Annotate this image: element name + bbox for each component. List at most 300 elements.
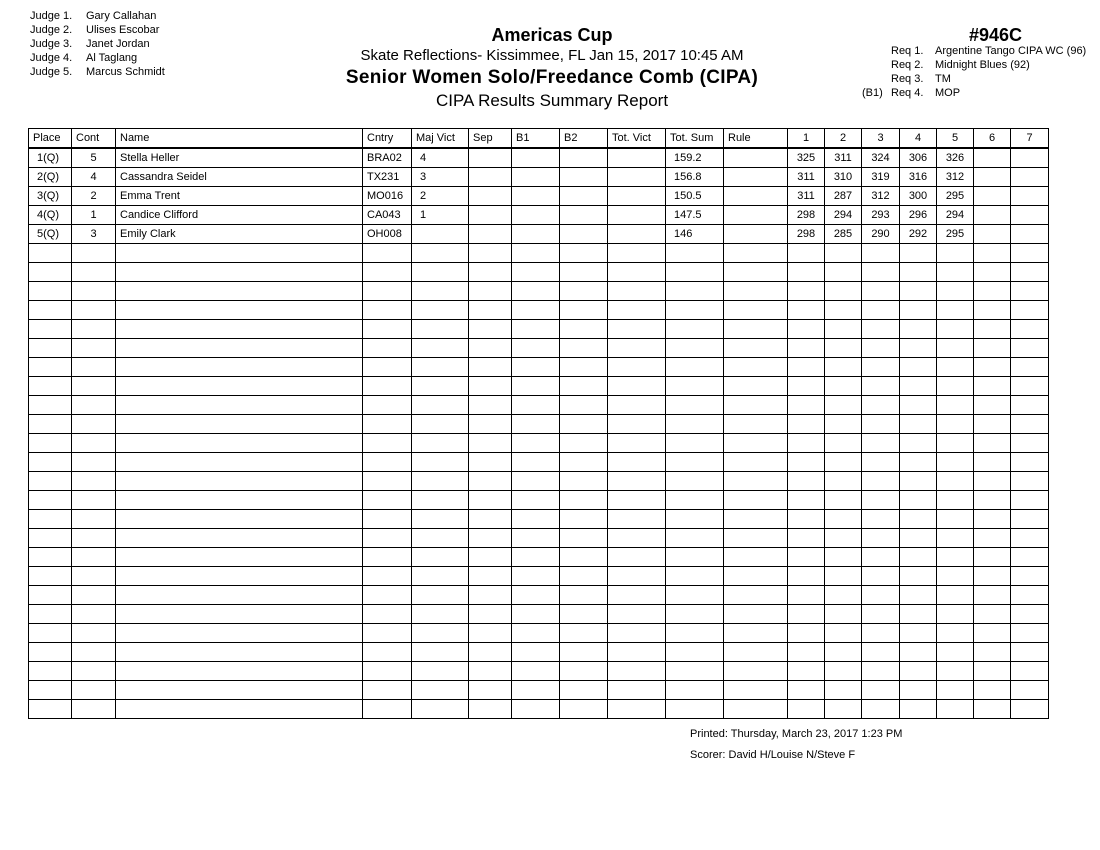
table-cell-judge-5: [937, 586, 974, 605]
table-cell-judge-1: 298: [788, 225, 825, 244]
table-cell-judge-7: [1011, 510, 1049, 529]
table-cell-separation: [469, 510, 512, 529]
table-cell-judge-4: 300: [900, 187, 937, 206]
table-cell-country: CA043: [363, 206, 412, 225]
table-cell-judge-4: [900, 529, 937, 548]
table-cell-rule: [724, 301, 788, 320]
requirement-text: Midnight Blues (92): [935, 59, 1030, 71]
table-cell-place: [29, 510, 72, 529]
table-cell-contestant: [72, 377, 116, 396]
table-cell-judge-1: [788, 453, 825, 472]
table-cell-total-sum: [666, 681, 724, 700]
table-cell-majority-victory: [412, 624, 469, 643]
table-cell-contestant: [72, 567, 116, 586]
table-cell-name: Stella Heller: [116, 148, 363, 168]
table-cell-judge-7: [1011, 282, 1049, 301]
judge-row: [30, 65, 165, 79]
table-cell-judge-5: [937, 548, 974, 567]
table-cell-total-victory: [608, 700, 666, 719]
table-cell-judge-1: [788, 491, 825, 510]
table-cell-place: [29, 434, 72, 453]
column-header-total-victory: Tot. Vict: [608, 129, 666, 149]
column-header-judge-5: 5: [937, 129, 974, 149]
table-cell-name: [116, 282, 363, 301]
table-cell-b1: [512, 510, 560, 529]
table-cell-separation: [469, 168, 512, 187]
table-cell-country: BRA02: [363, 148, 412, 168]
table-cell-judge-1: 325: [788, 148, 825, 168]
table-cell-judge-7: [1011, 567, 1049, 586]
table-cell-b1: [512, 377, 560, 396]
table-cell-b2: [560, 586, 608, 605]
judge-number: Judge 2.: [30, 24, 73, 36]
table-cell-total-sum: [666, 605, 724, 624]
table-cell-name: Emily Clark: [116, 225, 363, 244]
table-cell-contestant: [72, 434, 116, 453]
table-cell-judge-5: [937, 510, 974, 529]
table-cell-judge-4: [900, 434, 937, 453]
column-header-judge-3: 3: [862, 129, 900, 149]
table-cell-judge-2: 287: [825, 187, 862, 206]
table-cell-name: [116, 624, 363, 643]
table-cell-judge-3: [862, 263, 900, 282]
table-cell-name: [116, 586, 363, 605]
table-cell-judge-3: [862, 624, 900, 643]
judge-row: [30, 37, 165, 51]
table-cell-judge-5: 295: [937, 225, 974, 244]
table-cell-judge-1: [788, 339, 825, 358]
table-cell-b2: [560, 491, 608, 510]
table-cell-country: [363, 282, 412, 301]
table-cell-total-sum: [666, 415, 724, 434]
table-cell-rule: [724, 548, 788, 567]
table-cell-b1: [512, 244, 560, 263]
judge-name: Gary Callahan: [86, 10, 157, 22]
table-cell-judge-2: [825, 586, 862, 605]
table-cell-country: [363, 548, 412, 567]
table-cell-country: [363, 453, 412, 472]
results-table: [28, 128, 1049, 719]
table-cell-judge-2: [825, 396, 862, 415]
table-cell-judge-1: [788, 434, 825, 453]
table-cell-place: [29, 453, 72, 472]
table-cell-total-victory: [608, 282, 666, 301]
table-cell-name: [116, 320, 363, 339]
table-cell-country: [363, 415, 412, 434]
requirement-text: Argentine Tango CIPA WC (96): [935, 45, 1087, 57]
column-header-separation: Sep: [469, 129, 512, 149]
table-cell-b1: [512, 624, 560, 643]
table-cell-rule: [724, 282, 788, 301]
table-cell-b1: [512, 434, 560, 453]
table-cell-country: MO016: [363, 187, 412, 206]
table-cell-judge-6: [974, 244, 1011, 263]
table-cell-total-victory: [608, 567, 666, 586]
table-cell-contestant: [72, 700, 116, 719]
table-cell-judge-7: [1011, 263, 1049, 282]
table-cell-judge-7: [1011, 662, 1049, 681]
table-cell-total-sum: 150.5: [666, 187, 724, 206]
table-cell-judge-2: [825, 491, 862, 510]
table-cell-rule: [724, 225, 788, 244]
column-header-majority-victory: Maj Vict: [412, 129, 469, 149]
table-cell-judge-6: [974, 662, 1011, 681]
table-cell-judge-6: [974, 282, 1011, 301]
table-cell-majority-victory: [412, 415, 469, 434]
table-cell-majority-victory: [412, 263, 469, 282]
table-cell-judge-3: [862, 320, 900, 339]
table-cell-judge-2: [825, 643, 862, 662]
table-cell-judge-6: [974, 434, 1011, 453]
table-cell-separation: [469, 472, 512, 491]
table-cell-name: [116, 453, 363, 472]
judge-name: Ulises Escobar: [86, 24, 160, 36]
table-cell-name: Emma Trent: [116, 187, 363, 206]
table-cell-b1: [512, 662, 560, 681]
table-cell-country: [363, 244, 412, 263]
requirement-text: MOP: [935, 87, 961, 99]
table-cell-judge-2: 310: [825, 168, 862, 187]
table-cell-b1: [512, 187, 560, 206]
table-cell-judge-2: [825, 681, 862, 700]
table-cell-b2: [560, 472, 608, 491]
table-cell-judge-7: [1011, 434, 1049, 453]
table-cell-judge-2: [825, 662, 862, 681]
table-cell-separation: [469, 605, 512, 624]
table-cell-b1: [512, 605, 560, 624]
table-cell-country: [363, 491, 412, 510]
table-cell-total-victory: [608, 586, 666, 605]
table-cell-name: [116, 605, 363, 624]
table-cell-place: [29, 529, 72, 548]
table-cell-contestant: [72, 415, 116, 434]
table-cell-rule: [724, 244, 788, 263]
table-cell-judge-3: [862, 415, 900, 434]
table-cell-rule: [724, 681, 788, 700]
table-cell-judge-2: 294: [825, 206, 862, 225]
requirement-prefix: (B1): [862, 87, 883, 99]
table-cell-contestant: [72, 643, 116, 662]
empty-table-row: [29, 339, 1049, 358]
table-cell-country: [363, 700, 412, 719]
table-cell-majority-victory: [412, 225, 469, 244]
table-cell-place: 2(Q): [29, 168, 72, 187]
table-cell-judge-4: [900, 415, 937, 434]
table-cell-judge-5: 294: [937, 206, 974, 225]
table-cell-judge-4: [900, 377, 937, 396]
table-cell-judge-3: [862, 662, 900, 681]
table-cell-judge-5: [937, 396, 974, 415]
table-cell-total-victory: [608, 225, 666, 244]
table-cell-judge-6: [974, 643, 1011, 662]
table-cell-separation: [469, 415, 512, 434]
table-cell-judge-1: [788, 320, 825, 339]
table-cell-b2: [560, 643, 608, 662]
empty-table-row: [29, 700, 1049, 719]
table-cell-judge-3: [862, 377, 900, 396]
column-header-total-sum: Tot. Sum: [666, 129, 724, 149]
table-cell-place: [29, 415, 72, 434]
table-cell-judge-4: [900, 605, 937, 624]
table-body: [29, 148, 1049, 719]
table-cell-place: [29, 491, 72, 510]
table-cell-judge-7: [1011, 301, 1049, 320]
table-cell-judge-4: [900, 567, 937, 586]
table-cell-judge-5: [937, 244, 974, 263]
table-cell-judge-6: [974, 396, 1011, 415]
table-cell-judge-5: [937, 624, 974, 643]
event-venue: Skate Reflections- Kissimmee, FL Jan 15, 2017 10:45 AM: [360, 47, 744, 64]
table-cell-judge-1: [788, 700, 825, 719]
table-cell-total-sum: [666, 358, 724, 377]
table-cell-judge-4: [900, 662, 937, 681]
table-cell-total-sum: [666, 624, 724, 643]
requirements-list: [862, 44, 1086, 100]
table-cell-judge-7: [1011, 453, 1049, 472]
table-cell-judge-4: [900, 244, 937, 263]
table-cell-judge-3: [862, 700, 900, 719]
table-cell-b1: [512, 415, 560, 434]
table-cell-rule: [724, 187, 788, 206]
table-cell-total-sum: [666, 377, 724, 396]
table-cell-separation: [469, 187, 512, 206]
table-cell-b2: [560, 187, 608, 206]
table-cell-name: [116, 529, 363, 548]
table-cell-judge-2: [825, 624, 862, 643]
table-cell-judge-7: [1011, 320, 1049, 339]
table-cell-majority-victory: [412, 700, 469, 719]
table-cell-majority-victory: [412, 681, 469, 700]
table-cell-country: [363, 681, 412, 700]
table-cell-country: [363, 339, 412, 358]
table-cell-b2: [560, 225, 608, 244]
table-cell-judge-5: [937, 681, 974, 700]
table-cell-judge-7: [1011, 643, 1049, 662]
table-cell-total-victory: [608, 510, 666, 529]
table-cell-majority-victory: [412, 244, 469, 263]
table-cell-judge-4: [900, 263, 937, 282]
column-header-place: Place: [29, 129, 72, 149]
table-cell-contestant: [72, 301, 116, 320]
table-cell-contestant: [72, 586, 116, 605]
table-cell-contestant: [72, 605, 116, 624]
table-cell-majority-victory: [412, 662, 469, 681]
table-cell-separation: [469, 320, 512, 339]
table-cell-judge-5: [937, 643, 974, 662]
table-cell-total-sum: [666, 662, 724, 681]
table-cell-contestant: [72, 548, 116, 567]
table-cell-judge-4: [900, 282, 937, 301]
judge-name: Marcus Schmidt: [86, 66, 165, 78]
table-cell-judge-4: [900, 320, 937, 339]
table-cell-judge-2: [825, 282, 862, 301]
table-cell-b2: [560, 605, 608, 624]
table-cell-judge-2: [825, 567, 862, 586]
judge-number: Judge 4.: [30, 52, 73, 64]
table-cell-name: [116, 510, 363, 529]
table-cell-b1: [512, 148, 560, 168]
table-cell-judge-2: [825, 548, 862, 567]
table-cell-judge-3: [862, 681, 900, 700]
requirement-number: Req 3.: [891, 73, 924, 85]
table-cell-judge-3: 312: [862, 187, 900, 206]
table-cell-total-victory: [608, 187, 666, 206]
column-header-judge-1: 1: [788, 129, 825, 149]
table-cell-majority-victory: [412, 434, 469, 453]
table-cell-judge-6: [974, 339, 1011, 358]
table-cell-b1: [512, 453, 560, 472]
table-cell-total-sum: [666, 301, 724, 320]
table-cell-judge-1: 311: [788, 168, 825, 187]
table-cell-rule: [724, 168, 788, 187]
requirement-number: Req 4.: [891, 87, 924, 99]
empty-table-row: [29, 282, 1049, 301]
table-cell-b1: [512, 548, 560, 567]
table-cell-judge-2: [825, 263, 862, 282]
table-cell-rule: [724, 415, 788, 434]
requirement-row: [862, 44, 1086, 58]
table-cell-separation: [469, 548, 512, 567]
table-cell-place: [29, 567, 72, 586]
table-cell-rule: [724, 396, 788, 415]
table-cell-country: [363, 529, 412, 548]
table-cell-majority-victory: [412, 586, 469, 605]
empty-table-row: [29, 510, 1049, 529]
table-cell-judge-6: [974, 548, 1011, 567]
table-cell-separation: [469, 148, 512, 168]
table-cell-majority-victory: [412, 339, 469, 358]
table-cell-judge-4: 292: [900, 225, 937, 244]
table-cell-total-victory: [608, 605, 666, 624]
table-cell-separation: [469, 567, 512, 586]
table-cell-total-victory: [608, 206, 666, 225]
table-cell-majority-victory: [412, 472, 469, 491]
table-cell-judge-2: [825, 605, 862, 624]
table-cell-judge-5: [937, 700, 974, 719]
table-cell-separation: [469, 225, 512, 244]
table-cell-name: [116, 643, 363, 662]
table-cell-place: 5(Q): [29, 225, 72, 244]
table-cell-separation: [469, 396, 512, 415]
table-cell-judge-6: [974, 168, 1011, 187]
table-cell-judge-1: [788, 605, 825, 624]
table-cell-judge-3: [862, 643, 900, 662]
table-cell-majority-victory: [412, 396, 469, 415]
table-cell-name: [116, 358, 363, 377]
table-cell-name: [116, 472, 363, 491]
table-cell-judge-3: [862, 548, 900, 567]
table-cell-judge-6: [974, 301, 1011, 320]
table-cell-judge-1: [788, 301, 825, 320]
table-cell-judge-2: [825, 377, 862, 396]
table-cell-judge-3: [862, 244, 900, 263]
table-cell-rule: [724, 377, 788, 396]
table-cell-total-victory: [608, 491, 666, 510]
table-cell-judge-3: [862, 434, 900, 453]
judge-number: Judge 3.: [30, 38, 73, 50]
requirement-row: [862, 72, 1086, 86]
table-cell-place: [29, 320, 72, 339]
scorer-names: Scorer: David H/Louise N/Steve F: [690, 749, 856, 761]
table-cell-place: [29, 605, 72, 624]
table-cell-judge-3: [862, 339, 900, 358]
table-cell-judge-4: [900, 301, 937, 320]
table-cell-total-sum: [666, 567, 724, 586]
table-cell-b1: [512, 206, 560, 225]
table-cell-judge-1: [788, 567, 825, 586]
table-cell-b1: [512, 529, 560, 548]
table-cell-contestant: 5: [72, 148, 116, 168]
table-cell-judge-7: [1011, 168, 1049, 187]
column-header-judge-6: 6: [974, 129, 1011, 149]
table-row: [29, 206, 1049, 225]
table-cell-judge-5: [937, 301, 974, 320]
empty-table-row: [29, 377, 1049, 396]
empty-table-row: [29, 320, 1049, 339]
table-cell-judge-2: [825, 415, 862, 434]
table-cell-judge-6: [974, 700, 1011, 719]
table-cell-judge-3: [862, 282, 900, 301]
table-cell-judge-7: [1011, 148, 1049, 168]
table-cell-separation: [469, 643, 512, 662]
table-cell-majority-victory: 3: [412, 168, 469, 187]
table-cell-total-victory: [608, 415, 666, 434]
table-cell-name: [116, 339, 363, 358]
table-cell-b2: [560, 681, 608, 700]
table-cell-place: [29, 396, 72, 415]
table-cell-judge-6: [974, 377, 1011, 396]
table-cell-place: [29, 624, 72, 643]
table-cell-judge-2: [825, 358, 862, 377]
table-cell-judge-4: [900, 453, 937, 472]
table-cell-b1: [512, 225, 560, 244]
table-cell-separation: [469, 586, 512, 605]
judge-number: Judge 5.: [30, 66, 73, 78]
table-cell-name: [116, 491, 363, 510]
table-cell-judge-3: 293: [862, 206, 900, 225]
table-cell-total-victory: [608, 681, 666, 700]
table-cell-separation: [469, 624, 512, 643]
table-cell-judge-5: 312: [937, 168, 974, 187]
judge-row: [30, 51, 165, 65]
table-cell-judge-7: [1011, 548, 1049, 567]
table-cell-country: [363, 472, 412, 491]
empty-table-row: [29, 624, 1049, 643]
table-cell-rule: [724, 662, 788, 681]
table-cell-name: [116, 415, 363, 434]
table-cell-rule: [724, 453, 788, 472]
table-cell-b2: [560, 548, 608, 567]
table-cell-place: [29, 377, 72, 396]
column-header-b1: B1: [512, 129, 560, 149]
table-cell-rule: [724, 472, 788, 491]
table-cell-separation: [469, 434, 512, 453]
table-cell-judge-1: 298: [788, 206, 825, 225]
table-cell-place: [29, 282, 72, 301]
table-cell-name: [116, 662, 363, 681]
table-cell-separation: [469, 529, 512, 548]
table-cell-total-victory: [608, 301, 666, 320]
table-cell-judge-4: [900, 472, 937, 491]
table-cell-judge-4: [900, 491, 937, 510]
table-cell-rule: [724, 434, 788, 453]
table-cell-total-victory: [608, 396, 666, 415]
table-cell-judge-5: [937, 472, 974, 491]
empty-table-row: [29, 453, 1049, 472]
table-cell-rule: [724, 605, 788, 624]
table-cell-total-victory: [608, 244, 666, 263]
table-cell-b2: [560, 282, 608, 301]
